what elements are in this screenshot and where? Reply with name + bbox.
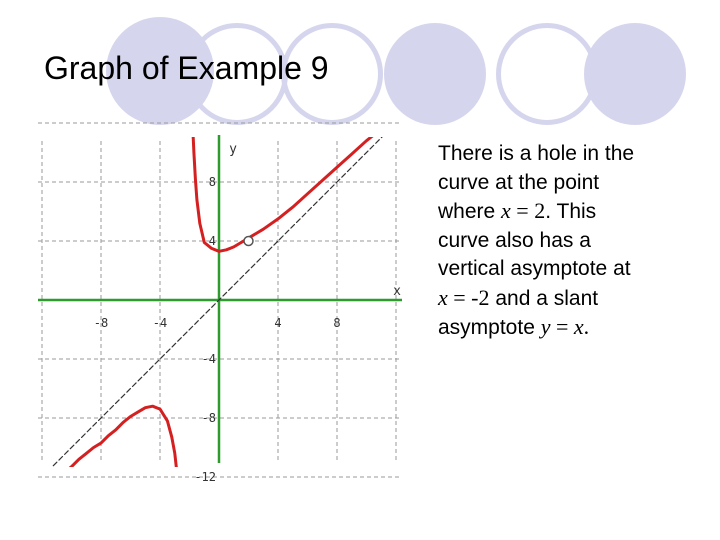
- math-variable: y: [540, 314, 551, 339]
- math-variable: x: [438, 284, 448, 310]
- y-tick-label: 4: [208, 234, 216, 248]
- x-axis-label: x: [393, 284, 401, 299]
- note-line-2: curve at the point: [438, 170, 600, 194]
- note-line-4: curve also has a: [438, 228, 591, 252]
- curve-branch-1: [42, 406, 179, 492]
- x-tick-label: 8: [333, 316, 341, 330]
- math-variable: x: [501, 198, 511, 223]
- y-axis-label: y: [229, 142, 237, 157]
- note-text: and a slant: [489, 286, 599, 310]
- x-tick-label: -8: [93, 316, 109, 330]
- y-tick-label: -4: [201, 352, 216, 366]
- note-line-7: [438, 313, 700, 343]
- note-text: . This: [545, 200, 597, 223]
- curve-branch-2: [192, 117, 396, 251]
- page-title: Graph of Example 9: [44, 50, 329, 86]
- note-text: where: [438, 200, 502, 223]
- note-line-5: vertical asymptote at: [438, 257, 631, 280]
- hole-marker: [244, 237, 253, 246]
- note-line-3: [438, 197, 700, 227]
- y-tick-label: -12: [194, 470, 216, 484]
- math-variable: x: [573, 314, 584, 339]
- math-value: .: [583, 314, 590, 339]
- math-value: =: [550, 314, 574, 339]
- math-value: = -2: [447, 284, 490, 310]
- note-line-6: [438, 284, 700, 314]
- note-text: asymptote: [438, 316, 541, 339]
- x-tick-label: 4: [274, 316, 282, 330]
- note-line-1: There is a hole in the: [438, 142, 635, 165]
- y-tick-label: -8: [201, 411, 216, 425]
- y-tick-label: 8: [208, 175, 216, 189]
- explanation-text: [438, 140, 700, 343]
- x-tick-label: -4: [152, 316, 168, 330]
- math-value: = 2: [510, 198, 546, 223]
